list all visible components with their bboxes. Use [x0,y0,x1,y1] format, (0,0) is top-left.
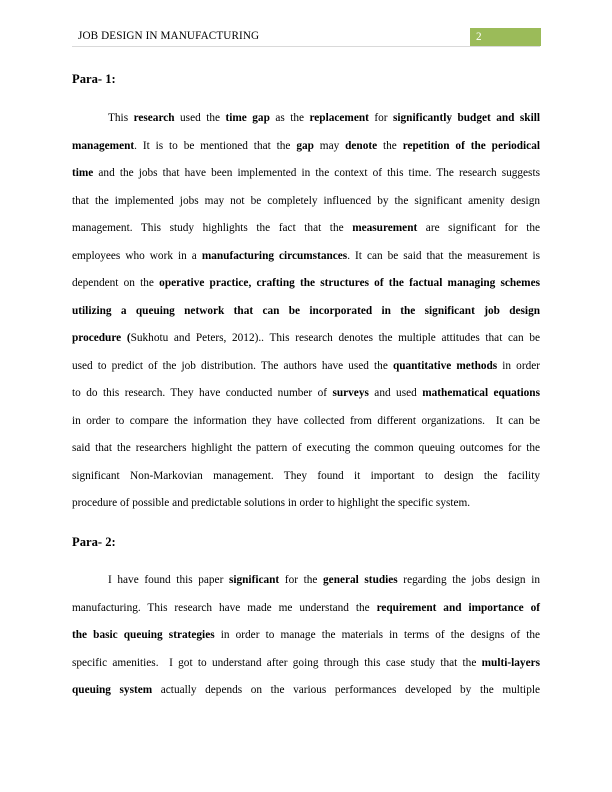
text-run: regarding the jobs design in [397,574,540,586]
text-line [72,435,540,463]
page-number: 2 [470,28,541,46]
text-run: employees who work in a [72,249,202,262]
text-line [72,677,540,705]
bold-run: manufacturing circumstances [201,249,348,262]
text-line [72,215,540,243]
text-line [72,650,540,678]
text-run: in order to manage the materials in terms of the designs of the [214,629,540,641]
bold-run: time [72,167,94,179]
text-run: . It is to be mentioned that the [134,139,297,152]
text-run: may [313,139,346,152]
text-run: to do this research. They have conducted number of [72,387,333,399]
text-run: in order to compare the information they have collected from different organizations. It can be [72,414,540,427]
text-run: the [377,139,403,152]
text-line [72,160,540,188]
bold-run: replacement [309,112,369,124]
text-line [72,188,540,216]
text-line [72,298,540,326]
text-run: procedure of possible and predictable solutions in order to highlight the specific system. [72,497,471,509]
para-1-heading: Para- 1: [72,72,116,86]
bold-run: significantly budget and skill [393,112,540,124]
text-line [72,490,540,518]
text-run: Sukhotu and Peters, 2012).. This research denotes the multiple attitudes that can be [130,332,540,344]
bold-run: time gap [225,112,270,124]
text-line [72,622,540,650]
bold-run: requirement and importance of [376,601,540,614]
text-run: used the [174,112,226,124]
bold-run: mathematical equations [422,387,540,399]
bold-run: quantitative methods [392,359,498,372]
bold-run: surveys [332,387,369,399]
text-run: manufacturing. This research have made me understand the [72,601,377,614]
bold-run: the basic queuing strategies [72,629,215,641]
text-run: that the implemented jobs may not be completely influenced by the significant amenity design [72,194,540,207]
bold-run: repetition of the periodical [402,139,540,152]
text-line [72,408,540,436]
bold-run: measurement [352,222,418,234]
para-1-body [72,105,540,518]
text-line [72,133,540,161]
text-line [72,463,540,491]
text-line [72,380,540,408]
text-run: specific amenities. I got to understand after going through this case study that the [72,656,482,669]
para-2-heading: Para- 2: [72,535,116,549]
text-line [72,243,540,271]
text-line [72,270,540,298]
bold-run: management [72,139,135,152]
header-rule [72,46,540,47]
bold-run: research [133,112,175,124]
text-run: I have found this paper [108,574,229,586]
bold-run: operative practice, crafting the structures of the factual managing schemes [159,277,541,289]
bold-run: multi-layers [481,656,540,669]
bold-run: procedure ( [72,332,131,344]
text-run: dependent on the [72,277,160,289]
bold-run: denote [345,139,378,152]
text-run: and the jobs that have been implemented in the context of this time. The research suggests [93,167,540,179]
running-header [72,28,540,46]
text-run: actually depends on the various performances developed by the multiple [152,684,540,696]
bold-run: gap [296,139,314,152]
text-run: said that the researchers highlight the pattern of executing the common queuing outcomes for the [72,442,540,454]
header-title: JOB DESIGN IN MANUFACTURING [78,30,260,42]
text-line [72,567,540,595]
bold-run: significant [228,574,280,586]
text-run: for the [279,574,324,586]
text-run: are significant for the [417,222,540,234]
bold-run: general studies [323,574,398,586]
bold-run: queuing system [72,684,153,696]
bold-run: utilizing a queuing network that can be incorporated in the significant job design [72,304,540,317]
text-run: management. This study highlights the fact that the [72,222,353,234]
para-2-body [72,567,540,705]
text-run: . It can be said that the measurement is [347,249,541,262]
text-line [72,105,540,133]
text-line [72,595,540,623]
text-run: as the [269,112,310,124]
text-line [72,353,540,381]
text-line [72,325,540,353]
text-run: significant Non-Markovian management. They found it important to design the facility [72,469,540,482]
text-run: for [368,112,393,124]
text-run: This [108,112,134,124]
text-run: and used [368,387,423,399]
text-run: used to predict of the job distribution. The authors have used the [72,359,393,372]
text-run: in order [497,359,541,372]
